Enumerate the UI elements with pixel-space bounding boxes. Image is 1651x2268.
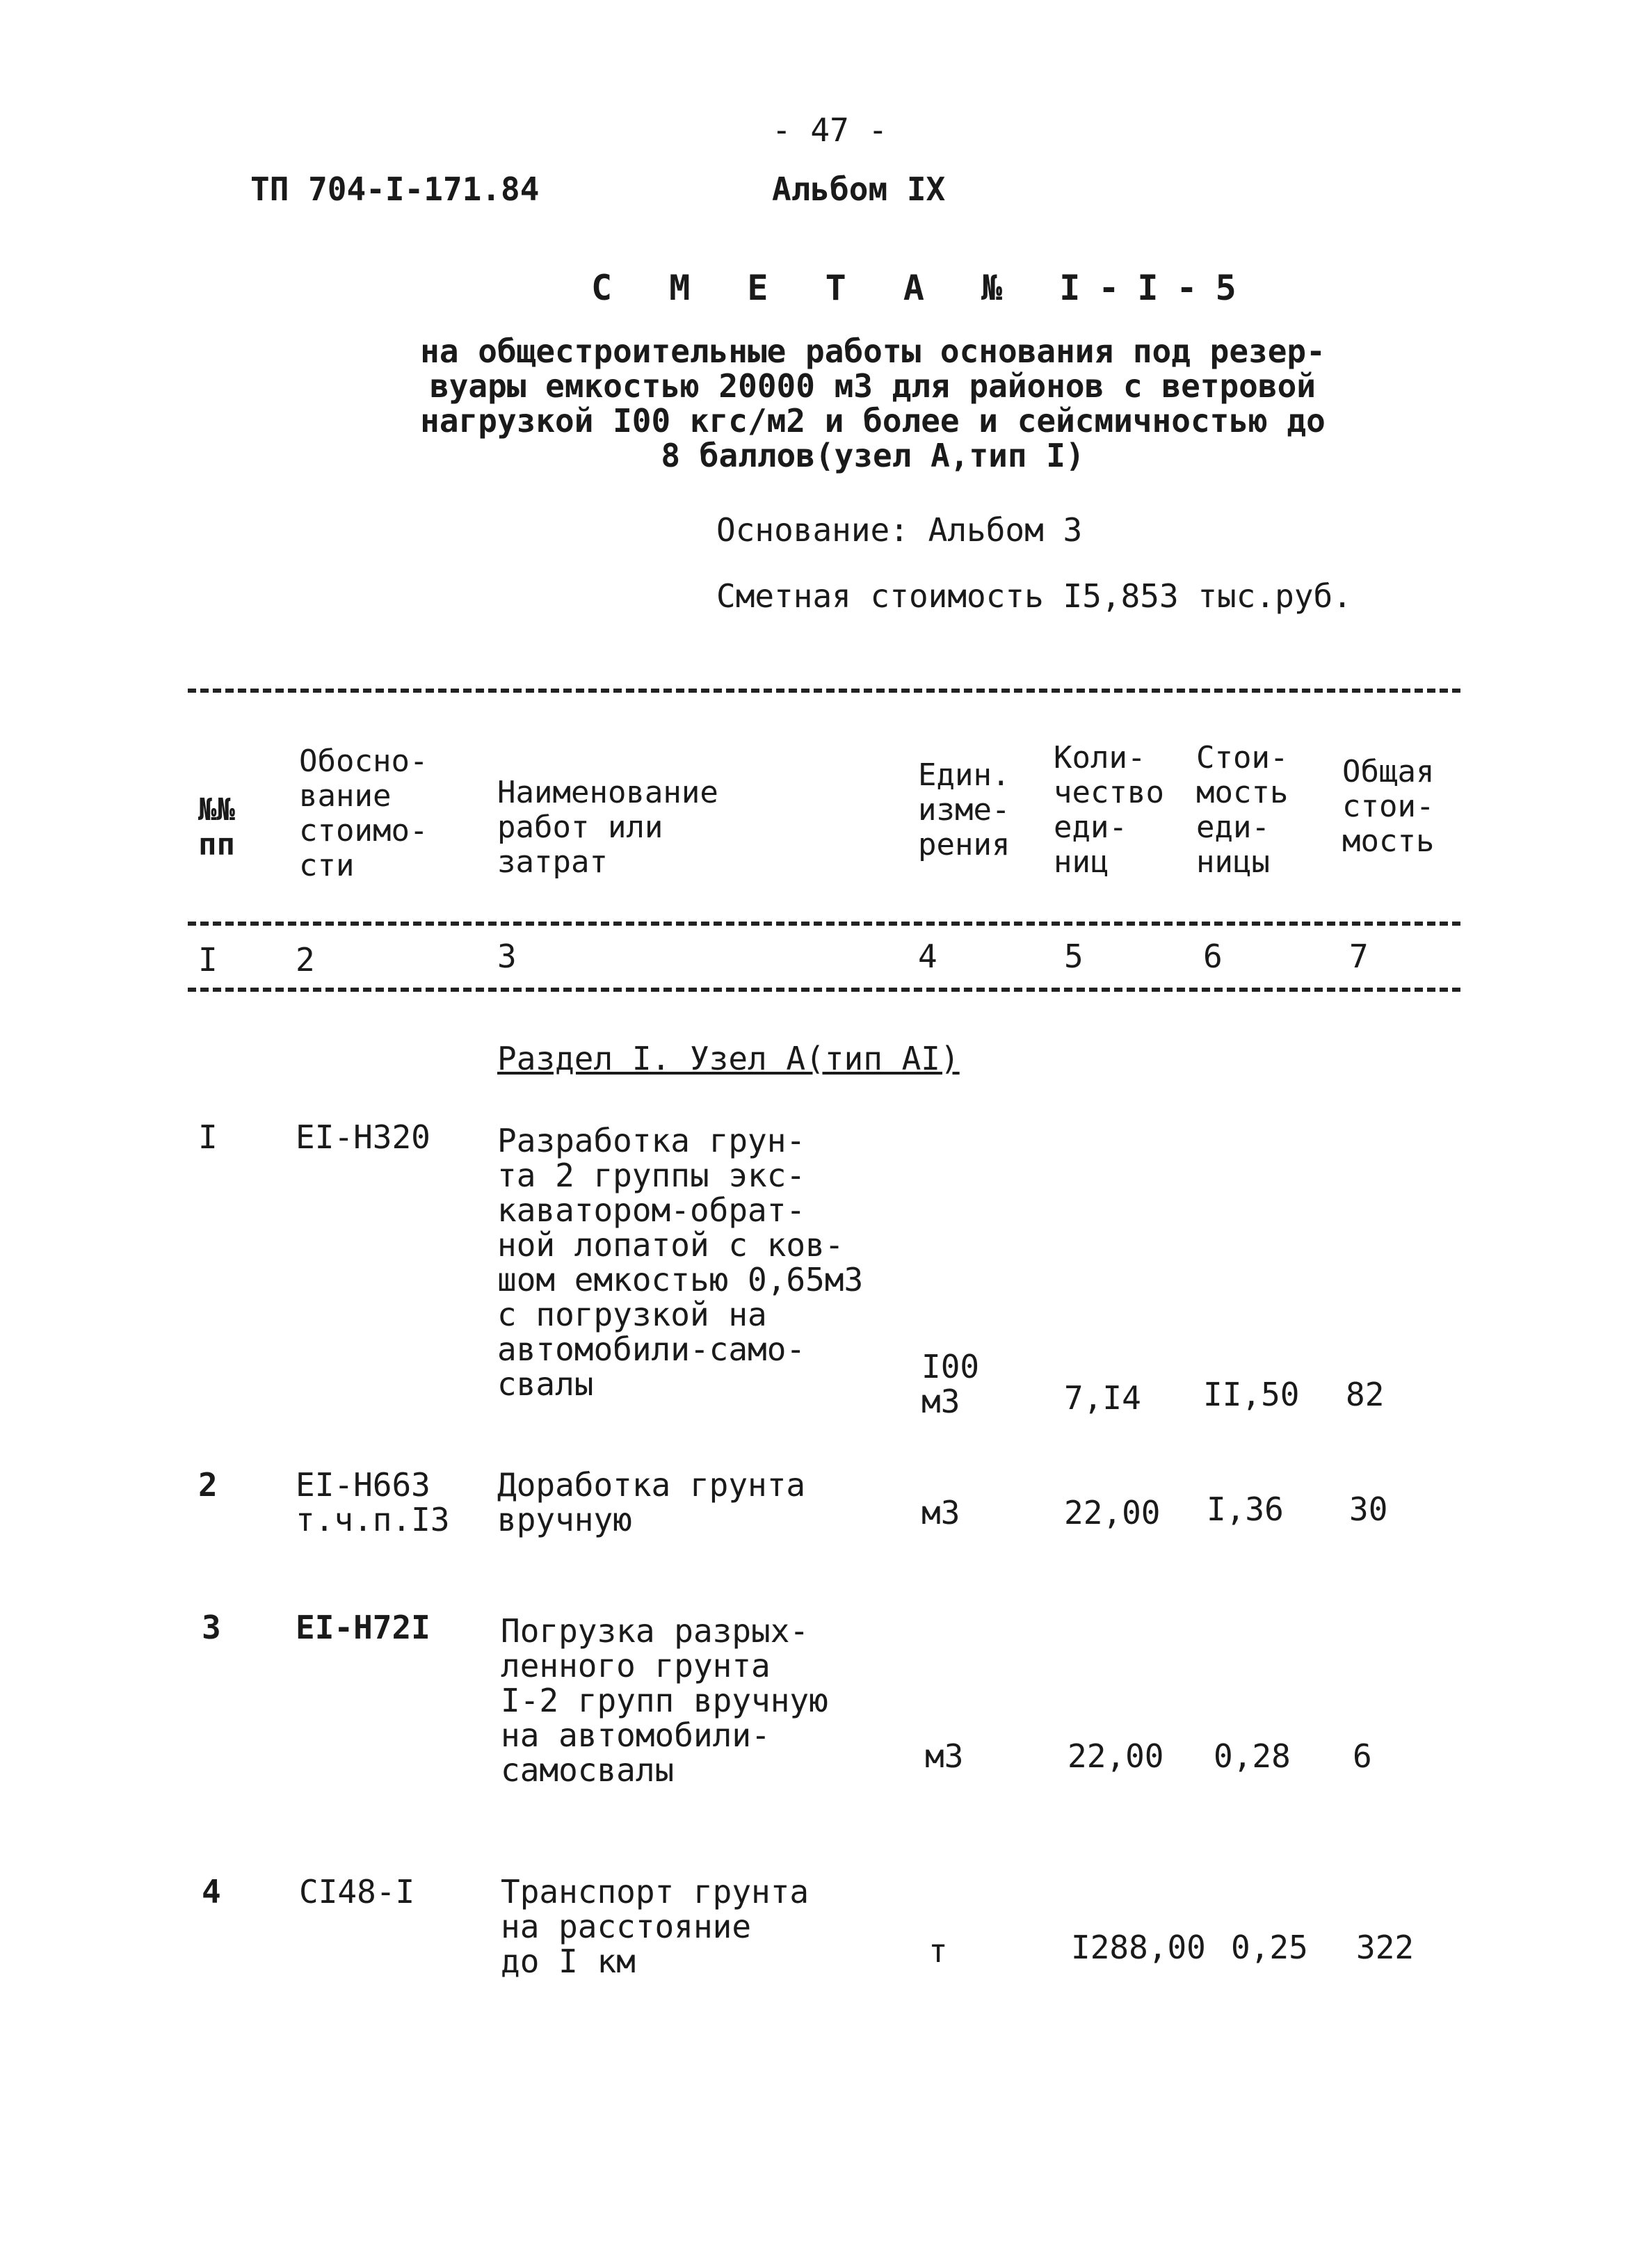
column-number: I (198, 941, 218, 979)
row-number: 2 (198, 1466, 218, 1504)
header-name: Наименование работ или затрат (497, 775, 718, 880)
row-quantity: I288,00 (1071, 1929, 1206, 1966)
estimate-subtitle (376, 334, 1370, 473)
table-header-rule (188, 922, 1460, 926)
row-name: Разработка грун- та 2 группы экс- каватором-обрат- ной лопатой с ков- шом емкостью 0,65м3 с погрузкой на автомобили-само- свалы (497, 1122, 864, 1403)
header-unit-cost: Стои- мость еди- ницы (1196, 740, 1289, 880)
estimate-title: С М Е Т А № I-I-5 (591, 268, 1255, 308)
row-code: СI48-I (299, 1873, 415, 1911)
row-unit: т (928, 1932, 948, 1970)
row-number: I (198, 1118, 218, 1156)
row-total: 6 (1353, 1737, 1372, 1775)
row-unit: I00 м3 (921, 1348, 980, 1420)
section-title: Раздел I. Узел А(тип АI) (497, 1040, 960, 1077)
row-code: ЕI-Н320 (296, 1118, 430, 1156)
row-code: ЕI-Н72I (296, 1609, 430, 1646)
subtitle-line: вуары емкостью 20000 м3 для районов с ветровой (430, 367, 1316, 405)
table-top-rule (188, 689, 1460, 693)
row-unit: м3 (921, 1494, 960, 1531)
row-quantity: 22,00 (1064, 1494, 1161, 1531)
header-basis: Обосно- вание стоимо- сти (299, 743, 428, 883)
row-number: 4 (202, 1873, 221, 1911)
column-number: 5 (1064, 938, 1084, 975)
header-quantity: Коли- чество еди- ниц (1054, 740, 1164, 880)
row-number: 3 (202, 1609, 221, 1646)
header-total: Общая стои- мость (1342, 754, 1435, 859)
header-number: №№ пп (198, 792, 235, 862)
document-code: ТП 704-I-171.84 (250, 170, 540, 208)
row-unit: м3 (925, 1737, 964, 1775)
column-number: 3 (497, 938, 517, 975)
row-unit-cost: I,36 (1207, 1490, 1284, 1528)
estimated-cost-line: Сметная стоимость I5,853 тыс.руб. (716, 577, 1352, 615)
row-total: 30 (1349, 1490, 1388, 1528)
header-unit: Един. изме- рения (918, 757, 1010, 862)
row-unit-cost: 0,25 (1231, 1929, 1308, 1966)
row-name: Погрузка разрых- ленного грунта I-2 групп вручную на автомобили- самосвалы (501, 1612, 828, 1789)
subtitle-line: нагрузкой I00 кгс/м2 и более и сейсмичностью до (420, 402, 1326, 440)
row-quantity: 22,00 (1068, 1737, 1164, 1775)
basis-line: Основание: Альбом 3 (716, 511, 1083, 549)
column-number: 2 (296, 941, 315, 979)
row-unit-cost: II,50 (1203, 1376, 1300, 1413)
row-unit-cost: 0,28 (1214, 1737, 1291, 1775)
row-quantity: 7,I4 (1064, 1379, 1141, 1417)
album-label: Альбом IX (772, 170, 946, 208)
row-name: Доработка грунта вручную (497, 1466, 806, 1538)
column-number: 7 (1349, 938, 1369, 975)
column-number: 4 (918, 938, 937, 975)
column-number: 6 (1203, 938, 1223, 975)
row-total: 82 (1346, 1376, 1385, 1413)
page-number: - 47 - (772, 111, 888, 149)
row-name: Транспорт грунта на расстояние до I км (501, 1873, 810, 1980)
row-code: ЕI-Н663 т.ч.п.I3 (296, 1466, 450, 1538)
row-total: 322 (1356, 1929, 1415, 1966)
subtitle-line: на общестроительные работы основания под резер- (420, 332, 1326, 370)
subtitle-line: 8 баллов(узел А,тип I) (661, 437, 1085, 474)
table-numbers-rule (188, 988, 1460, 992)
